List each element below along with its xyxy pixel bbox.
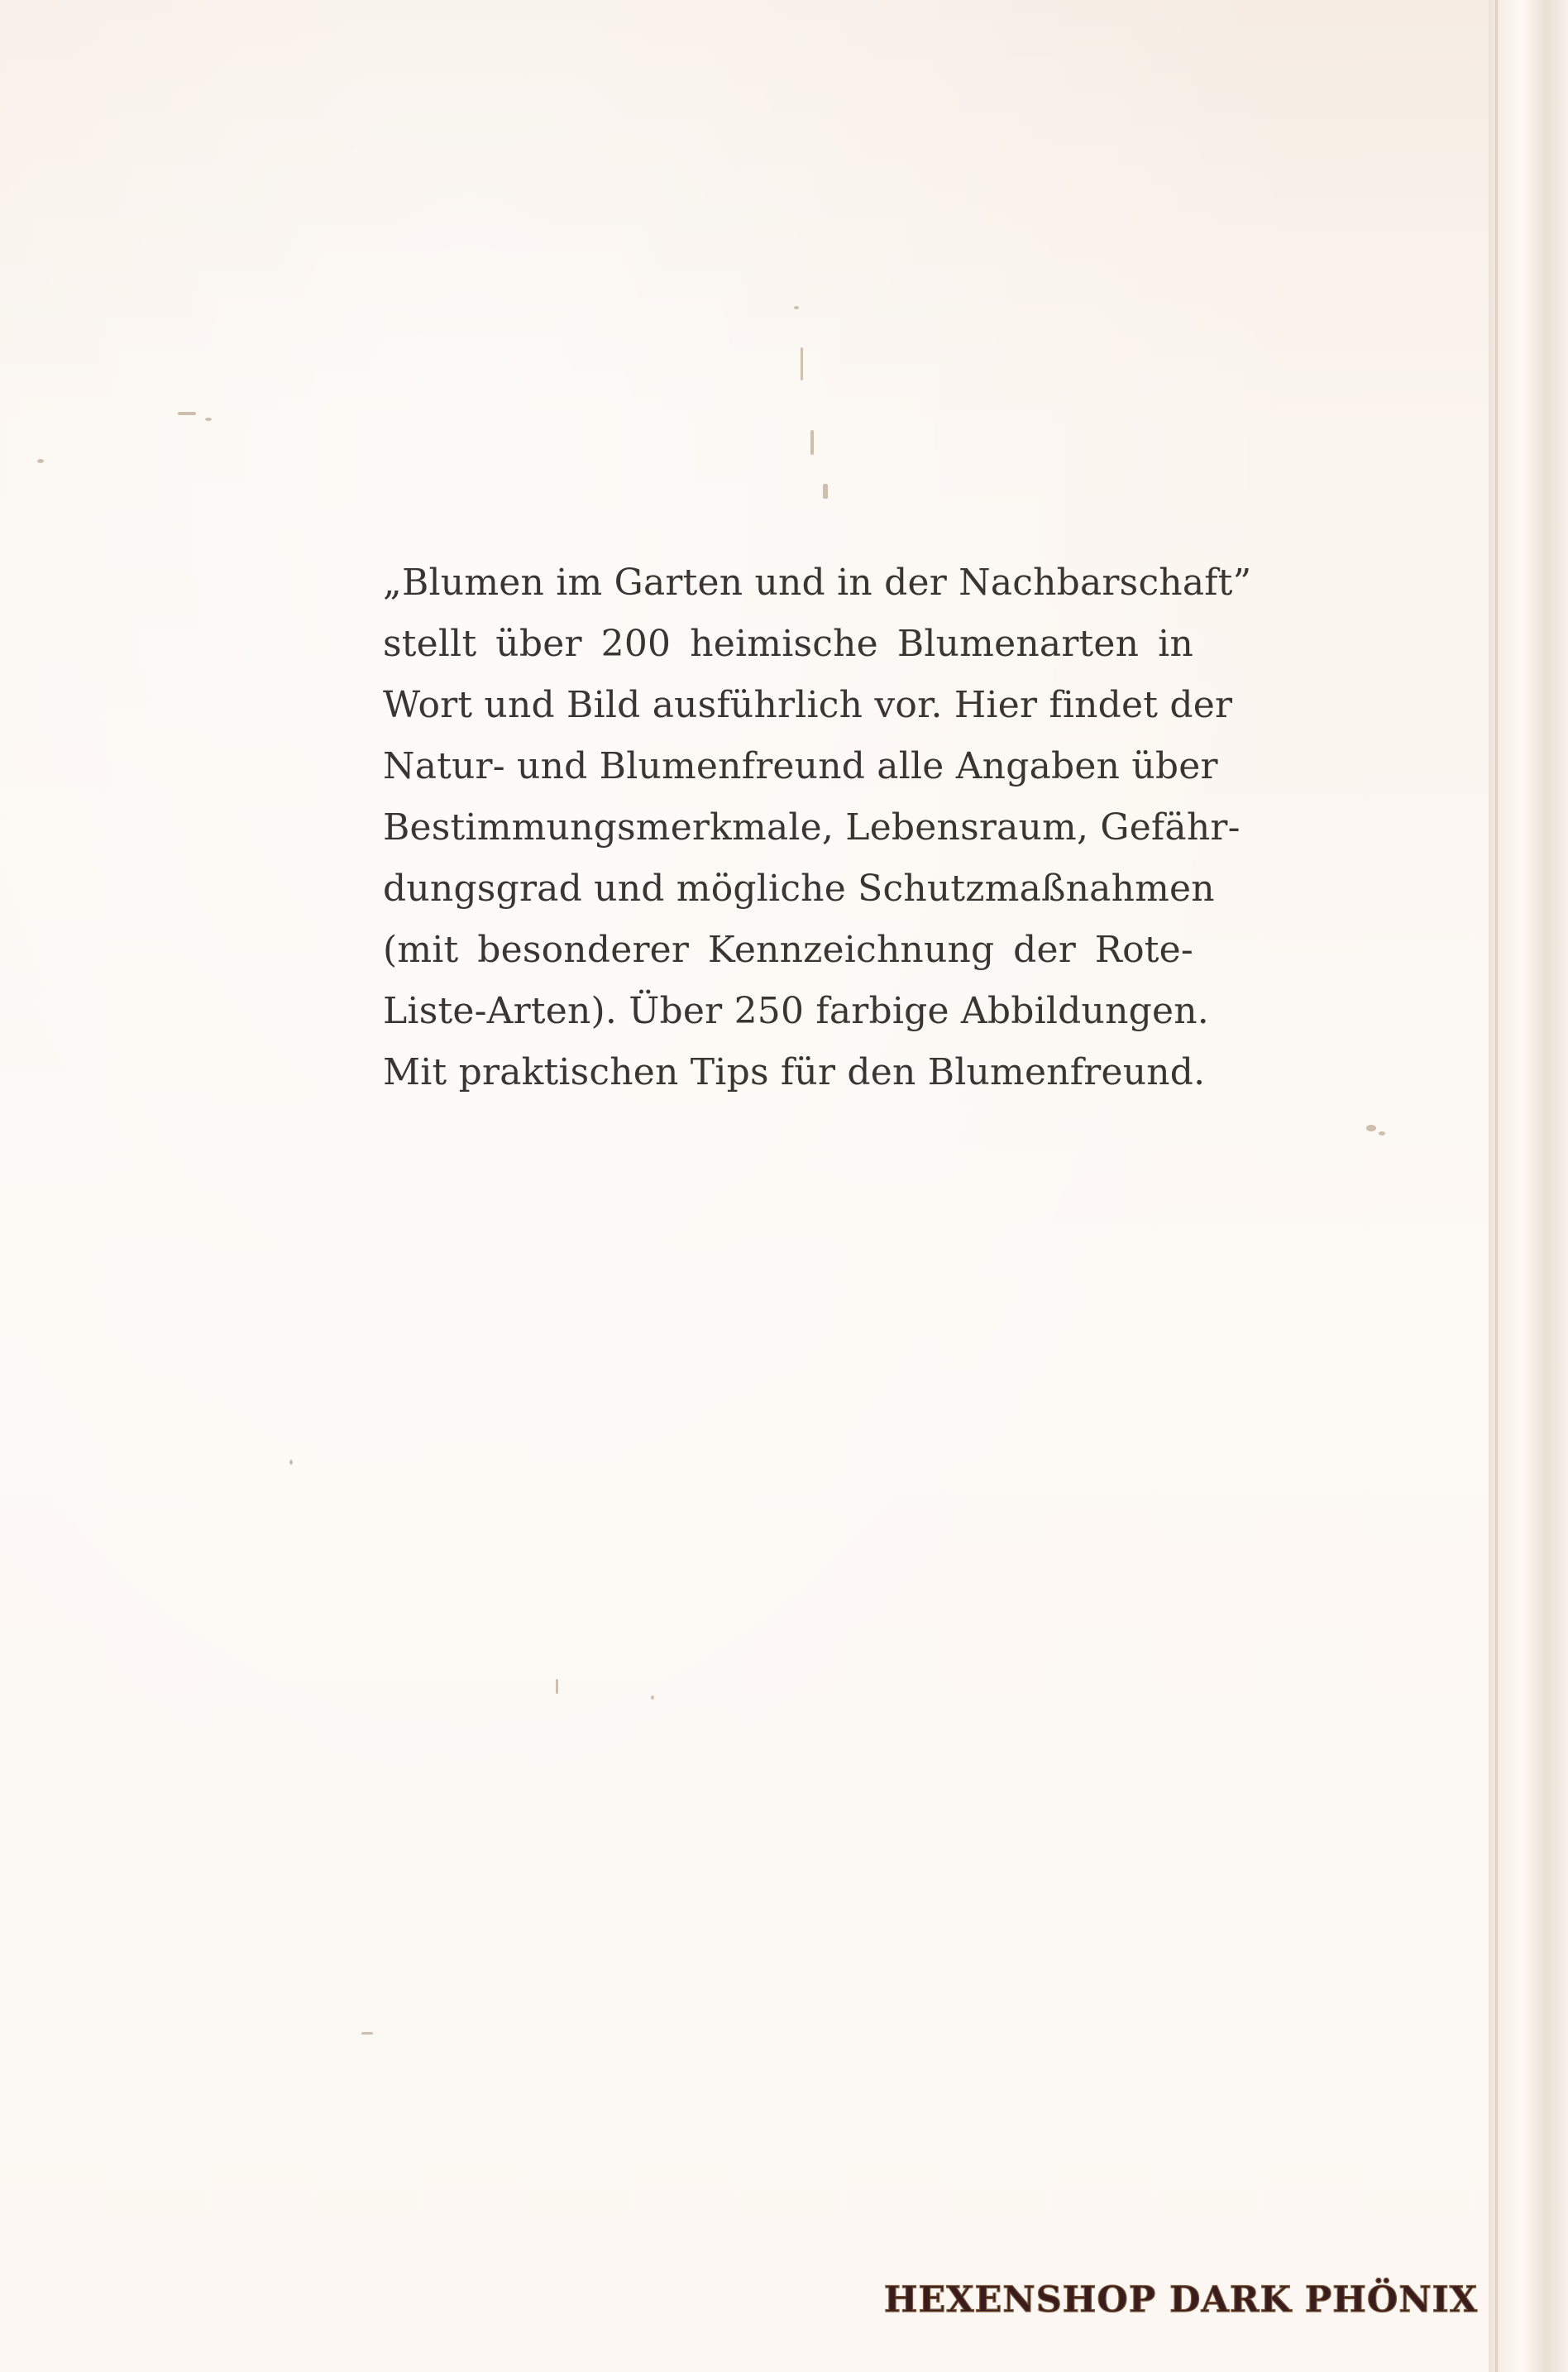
blurb-line: Bestimmungsmerkmale, Lebensraum, Gefähr- xyxy=(383,806,1241,849)
paper-speck xyxy=(794,306,799,309)
paper-speck xyxy=(810,430,814,455)
blurb-line: dungsgrad und mögliche Schutzmaßnahmen xyxy=(383,868,1215,910)
back-cover-blurb xyxy=(383,552,1252,1103)
paper-speck xyxy=(178,412,196,415)
blurb-line: Mit praktischen Tips für den Blumenfreund. xyxy=(383,1051,1206,1093)
paper-speck xyxy=(823,484,828,499)
paper-speck xyxy=(801,347,803,380)
paper-speck xyxy=(289,1460,293,1465)
paper-speck xyxy=(361,2032,373,2035)
book-spine-edge xyxy=(1489,0,1568,2372)
paper-speck xyxy=(1366,1125,1376,1131)
blurb-line: Liste-Arten). Über 250 farbige Abbildungen. xyxy=(383,990,1209,1032)
paper-speck xyxy=(1379,1131,1385,1136)
paper-speck xyxy=(556,1679,558,1694)
watermark-text: HEXENSHOP DARK PHÖNIX xyxy=(883,2279,1479,2321)
blurb-line: (mit besonderer Kennzeichnung der Rote- xyxy=(383,929,1193,971)
blurb-line: „Blumen im Garten und in der Nachbarschaft” xyxy=(383,562,1252,604)
paper-speck xyxy=(651,1695,654,1700)
paper-speck xyxy=(37,459,44,463)
spine-fold-line xyxy=(1495,0,1498,2372)
blurb-line: Wort und Bild ausführlich vor. Hier findet der xyxy=(383,684,1233,726)
blurb-line: Natur- und Blumenfreund alle Angaben über xyxy=(383,745,1218,787)
watermark-logo xyxy=(883,2270,1479,2328)
blurb-line: stellt über 200 heimische Blumenarten in xyxy=(383,623,1193,665)
paper-speck xyxy=(205,418,212,421)
